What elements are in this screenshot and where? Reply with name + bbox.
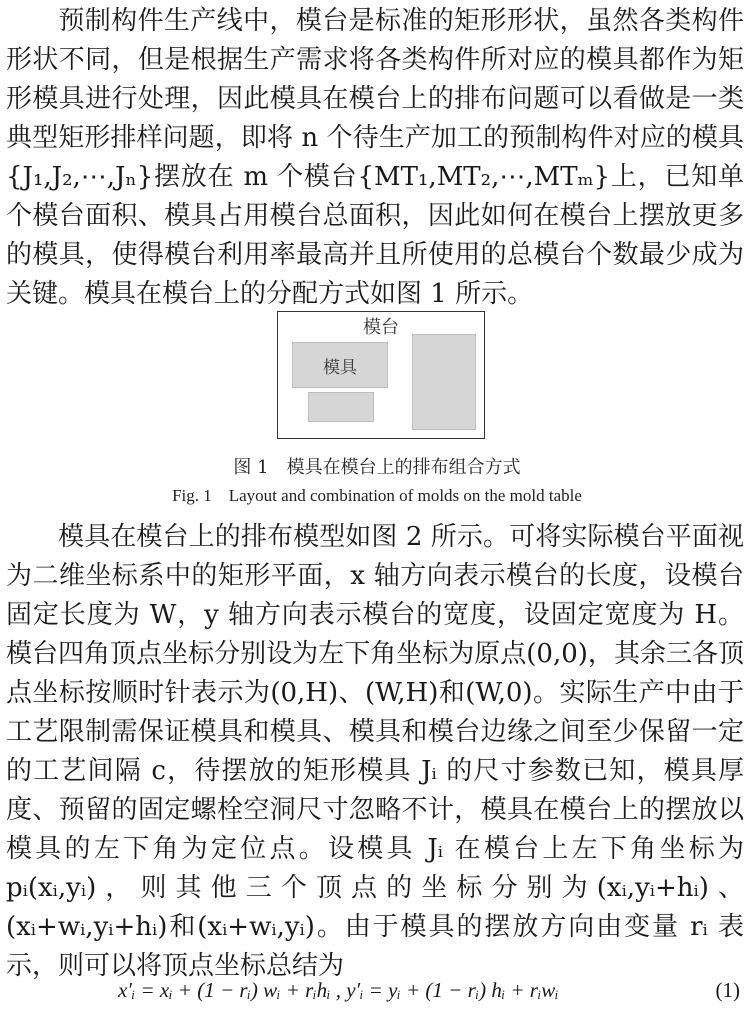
paragraph-2-text: 模具在模台上的排布模型如图 2 所示。可将实际模台平面视为二维坐标系中的矩形平面，x 轴方向表示模台的长度，设模台固定长度为 W，y 轴方向表示模台的宽度，设固定宽度为 H。模台四角顶点坐标分别设为左下角坐标为原点(0,0)，其余三各顶点坐标按顺时针表示为(0,H)、(W,H)和(W,0)。实际生产中由于工艺限制需保证模具和模具、模具和模台边缘之间至少保留一定的工艺间隔 c，待摆放的矩形模具 Jᵢ 的尺寸参数已知，模具厚度、预留的固定螺栓空洞尺寸忽略不计，模具在模台上的摆放以模具的左下角为定位点。设模具 Jᵢ 在模台上左下角坐标为 pᵢ(xᵢ,yᵢ)，则其他三个顶点的坐标分别为(xᵢ,yᵢ+hᵢ)、(xᵢ+wᵢ,yᵢ+hᵢ)和(xᵢ+wᵢ,yᵢ)。由于模具的摆放方向由变量 rᵢ 表示，则可以将顶点坐标总结为 [6, 522, 744, 981]
equation-number-1: (1) [715, 978, 740, 1002]
figure-1-caption-cn: 图 1 模具在模台上的排布组合方式 [233, 457, 521, 478]
paragraph-1 [6, 2, 744, 314]
paragraph-2 [6, 518, 744, 986]
mold-table-label: 模台 [363, 317, 399, 338]
mold-label: 模具 [323, 358, 357, 378]
figure-1-mold-table [277, 311, 485, 439]
mold-rect-labeled [292, 342, 388, 388]
mold-rect-small [308, 392, 374, 422]
paragraph-1-text: 预制构件生产线中，模台是标准的矩形形状，虽然各类构件形状不同，但是根据生产需求将各类构件所对应的模具都作为矩形模具进行处理，因此模具在模台上的排布问题可以看做是一类典型矩形排样问题，即将 n 个待生产加工的预制构件对应的模具{J₁,J₂,⋯,Jₙ}摆放在 m 个模台{MT₁,MT₂,⋯,MTₘ}上，已知单个模台面积、模具占用模台总面积，因此如何在模台上摆放更多的模具，使得模台利用率最高并且所使用的总模台个数最少成为关键。模具在模台上的分配方式如图 1 所示。 [6, 6, 744, 309]
figure-1-caption-en: Fig. 1 Layout and combination of molds on the mold table [172, 486, 582, 505]
formula-1: x′ᵢ = xᵢ + (1 − rᵢ) wᵢ + rᵢhᵢ , y′ᵢ = yᵢ + (1 − rᵢ) hᵢ + rᵢwᵢ [118, 978, 559, 1002]
mold-rect-tall [412, 334, 476, 430]
